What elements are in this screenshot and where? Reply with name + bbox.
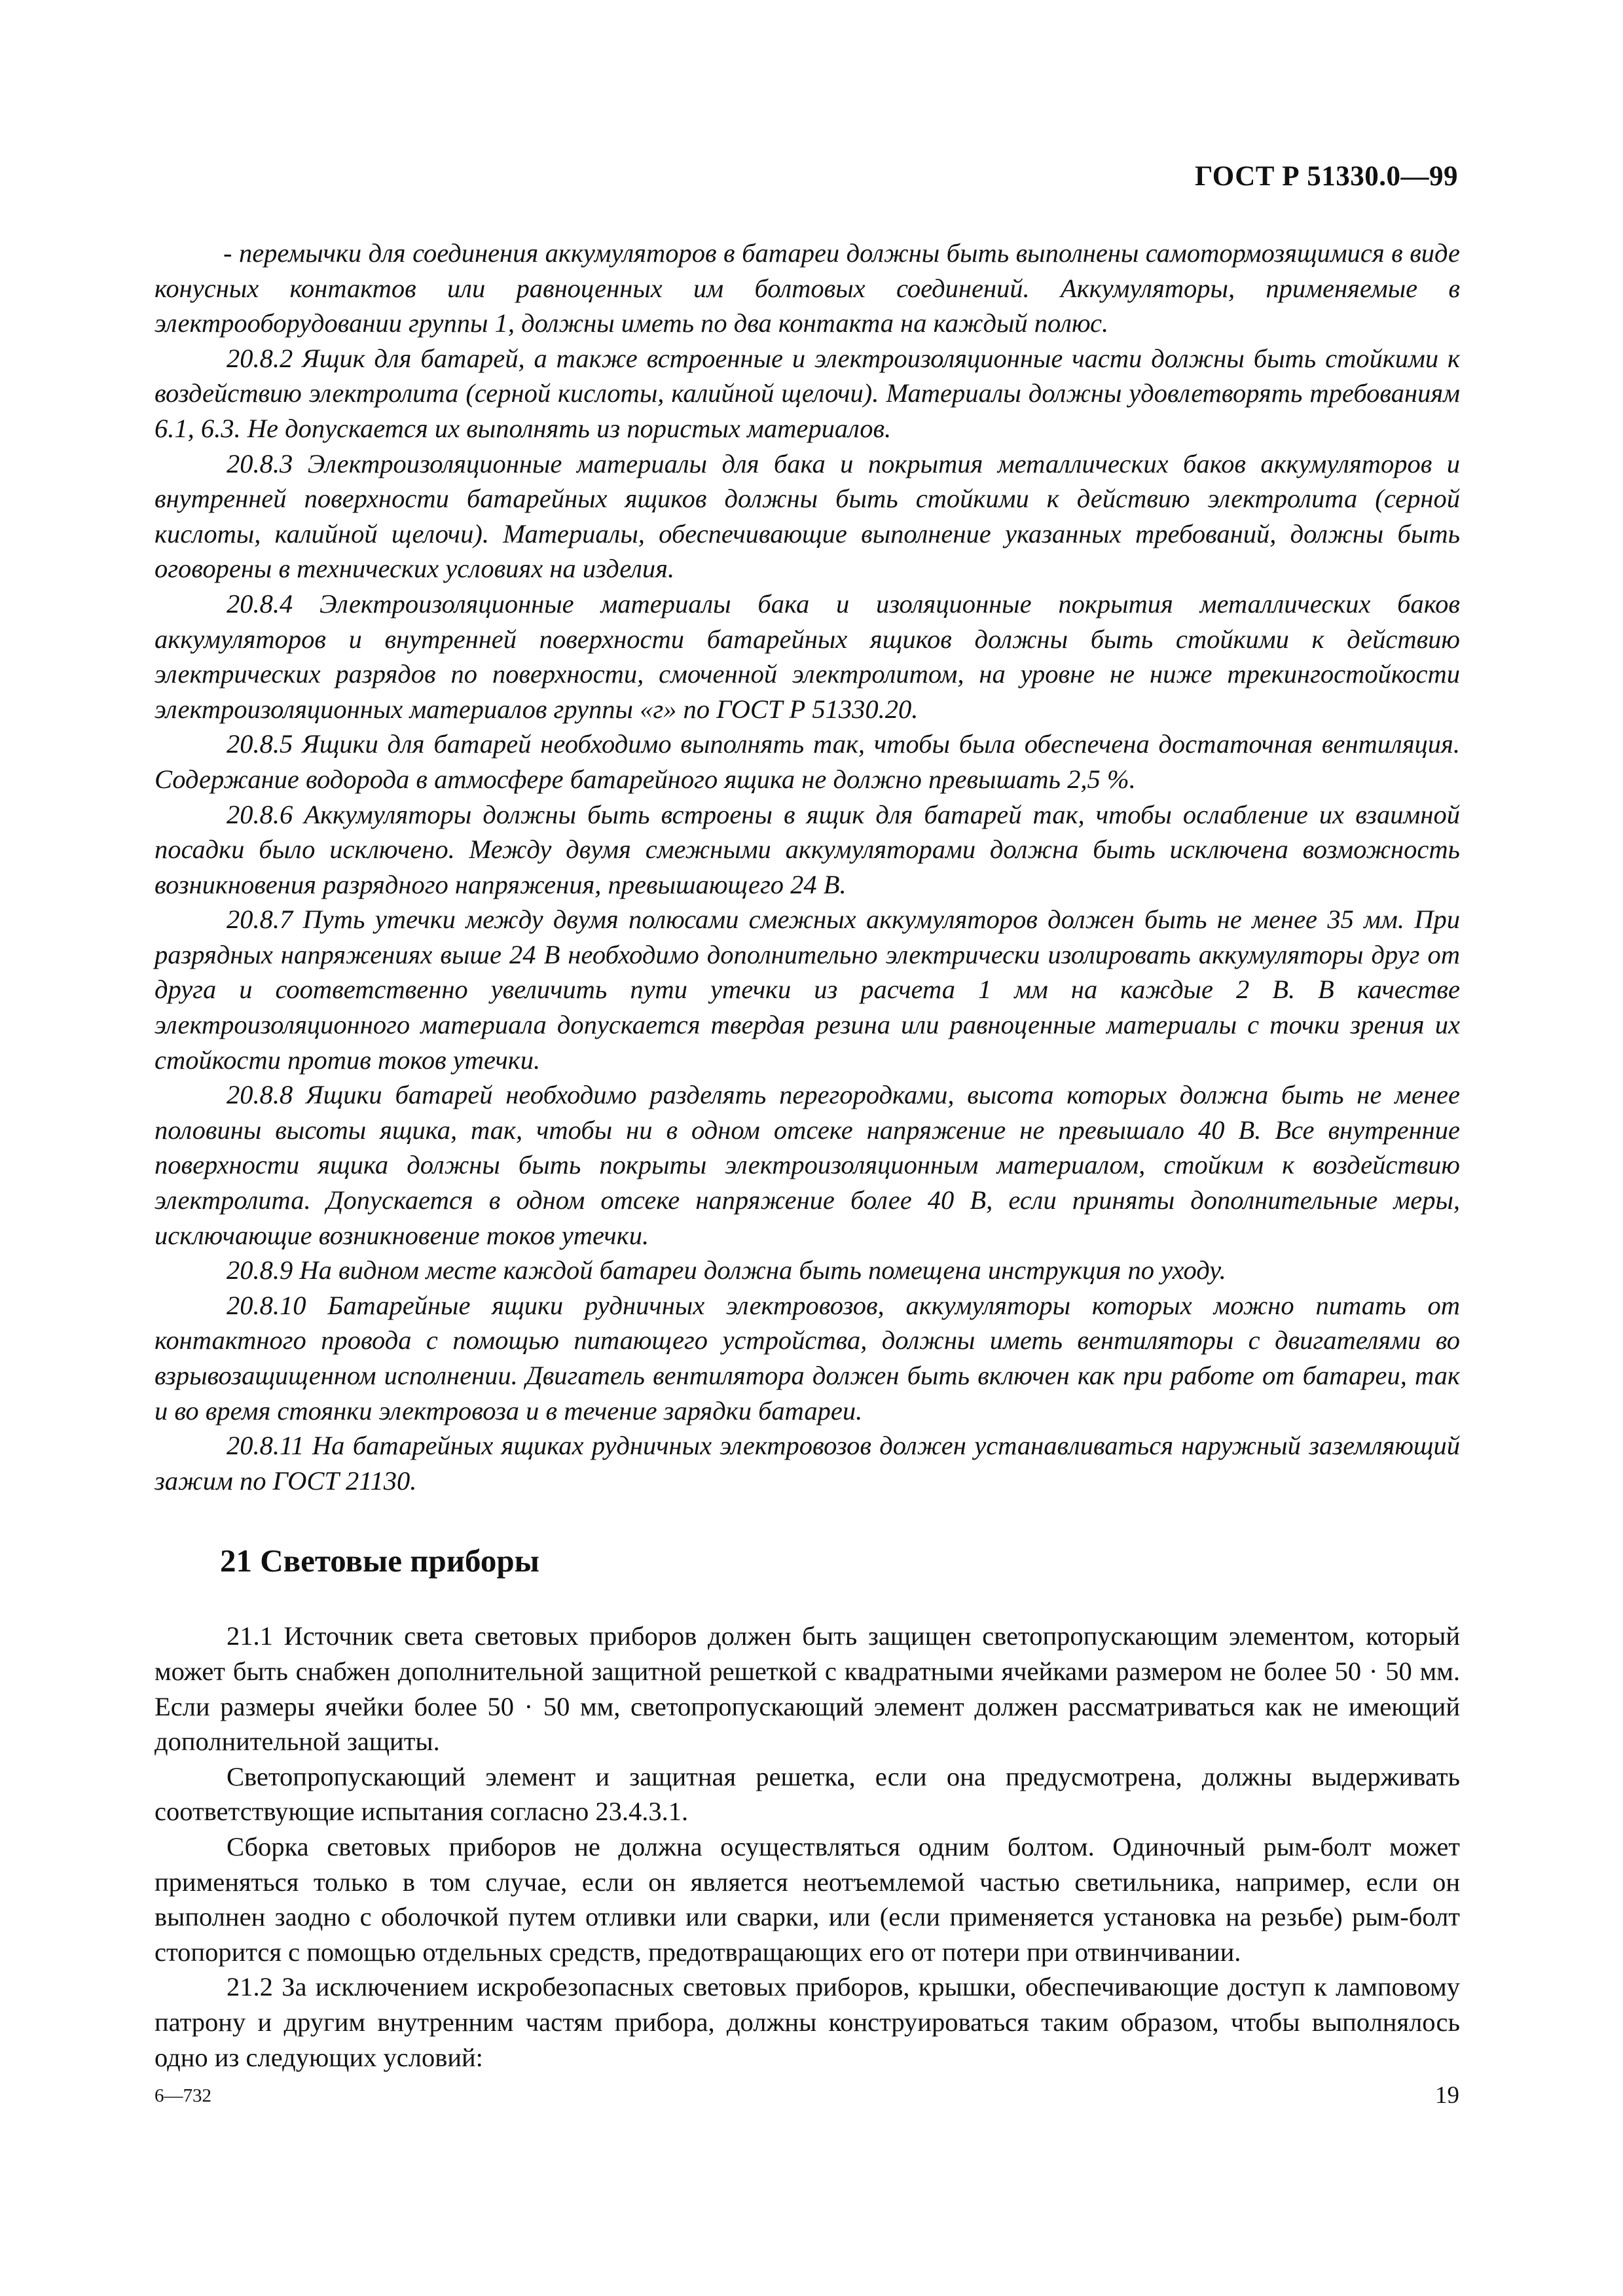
paragraph-assembly: Сборка световых приборов не должна осуществляться одним болтом. Одиночный рым-болт может применяться только в том случае, если он является неотъемлемой частью светильника, например, если он выполнен заодно с оболочкой путем отливки или сварки, или (если применяется установка на резьбе) рым-болт стопорится с помощью отдельных средств, предотвращающих его от потери при отвинчивании. <box>155 1831 1460 1967</box>
page-number: 19 <box>1435 2082 1459 2109</box>
paragraph-20-8-4: 20.8.4 Электроизоляционные материалы бака и изоляционные покрытия металлических баков аккумуляторов и внутренней поверхности батарейных ящиков должны быть стойкими к действию электрических разрядов по поверхности, смоченной электролитом, на уровне не ниже трекингостойкости электроизоляционных материалов группы «г» по ГОСТ Р 51330.20. <box>155 588 1460 724</box>
paragraph-21-2: 21.2 За исключением искробезопасных световых приборов, крышки, обеспечивающие доступ к ламповому патрону и другим внутренним частям прибора, должны конструироваться таким образом, чтобы выполнялось одно из следующих условий: <box>155 1972 1460 2072</box>
paragraph-20-8-9: 20.8.9 На видном месте каждой батареи должна быть помещена инструкция по уходу. <box>227 1255 1226 1285</box>
paragraph-20-8-3: 20.8.3 Электроизоляционные материалы для бака и покрытия металлических баков аккумуляторов и внутренней поверхности батарейных ящиков должны быть стойкими к действию электролита (серной кислоты, калийной щелочи). Материалы, обеспечивающие выполнение указанных требований, должны быть оговорены в технических условиях на изделия. <box>155 448 1460 584</box>
paragraph-20-8-10: 20.8.10 Батарейные ящики рудничных электровозов, аккумуляторы которых можно питать от контактного провода с помощью питающего устройства, должны иметь вентиляторы с двигателями во взрывозащищенном исполнении. Двигатель вентилятора должен быть включен как при работе от батареи, так и во время стоянки электровоза и в течение зарядки батареи. <box>155 1290 1460 1426</box>
paragraph-jumpers: - перемычки для соединения аккумуляторов в батареи должны быть выполнены самотормозящимися в виде конусных контактов или равноценных им болтовых соединений. Аккумуляторы, применяемые в электрооборудовании группы 1, должны иметь по два контакта на каждый полюс. <box>155 238 1460 338</box>
paragraph-20-8-11: 20.8.11 На батарейных ящиках рудничных электровозов должен устанавливаться наружный заземляющий зажим по ГОСТ 21130. <box>155 1431 1460 1496</box>
paragraph-light-element: Светопропускающий элемент и защитная решетка, если она предусмотрена, должны выдерживать соответствующие испытания согласно 23.4.3.1. <box>155 1761 1460 1827</box>
paragraph-21-1: 21.1 Источник света световых приборов должен быть защищен светопропускающим элементом, который может быть снабжен дополнительной защитной решеткой с квадратными ячейками размером не более 50 · 50 мм. Если размеры ячейки более 50 · 50 мм, светопропускающий элемент должен рассматриваться как не имеющий дополнительной защиты. <box>155 1621 1460 1757</box>
body-text <box>155 236 1460 2075</box>
paragraph-20-8-2: 20.8.2 Ящик для батарей, а также встроенные и электроизоляционные части должны быть стойкими к воздействию электролита (серной кислоты, калийной щелочи). Материалы должны удовлетворять требованиям 6.1, 6.3. Не допускается их выполнять из пористых материалов. <box>155 343 1460 443</box>
footer-code: 6—732 <box>155 2085 211 2106</box>
paragraph-20-8-7: 20.8.7 Путь утечки между двумя полюсами смежных аккумуляторов должен быть не менее 35 мм. При разрядных напряжениях выше 24 В необходимо дополнительно электрически изолировать аккумуляторы друг от друга и соответственно увеличить пути утечки из расчета 1 мм на каждые 2 В. В качестве электроизоляционного материала допускается твердая резина или равноценные материалы с точки зрения их стойкости против токов утечки. <box>155 905 1460 1075</box>
paragraph-20-8-6: 20.8.6 Аккумуляторы должны быть встроены в ящик для батарей так, чтобы ослабление их взаимной посадки было исключено. Между двумя смежными аккумуляторами должна быть исключена возможность возникновения разрядного напряжения, превышающего 24 В. <box>155 799 1460 899</box>
section-title: 21 Световые приборы <box>220 1543 539 1579</box>
document-code-header: ГОСТ Р 51330.0—99 <box>1194 161 1458 192</box>
paragraph-20-8-8: 20.8.8 Ящики батарей необходимо разделять перегородками, высота которых должна быть не менее половины высоты ящика, так, чтобы ни в одном отсеке напряжение не превышало 40 В. Все внутренние поверхности ящика должны быть покрыты электроизоляционным материалом, стойким к воздействию электролита. Допускается в одном отсеке напряжение более 40 В, если приняты дополнительные меры, исключающие возникновение токов утечки. <box>155 1080 1460 1250</box>
paragraph-20-8-5: 20.8.5 Ящики для батарей необходимо выполнять так, чтобы была обеспечена достаточная вентиляция. Содержание водорода в атмосфере батарейного ящика не должно превышать 2,5 %. <box>155 729 1460 794</box>
